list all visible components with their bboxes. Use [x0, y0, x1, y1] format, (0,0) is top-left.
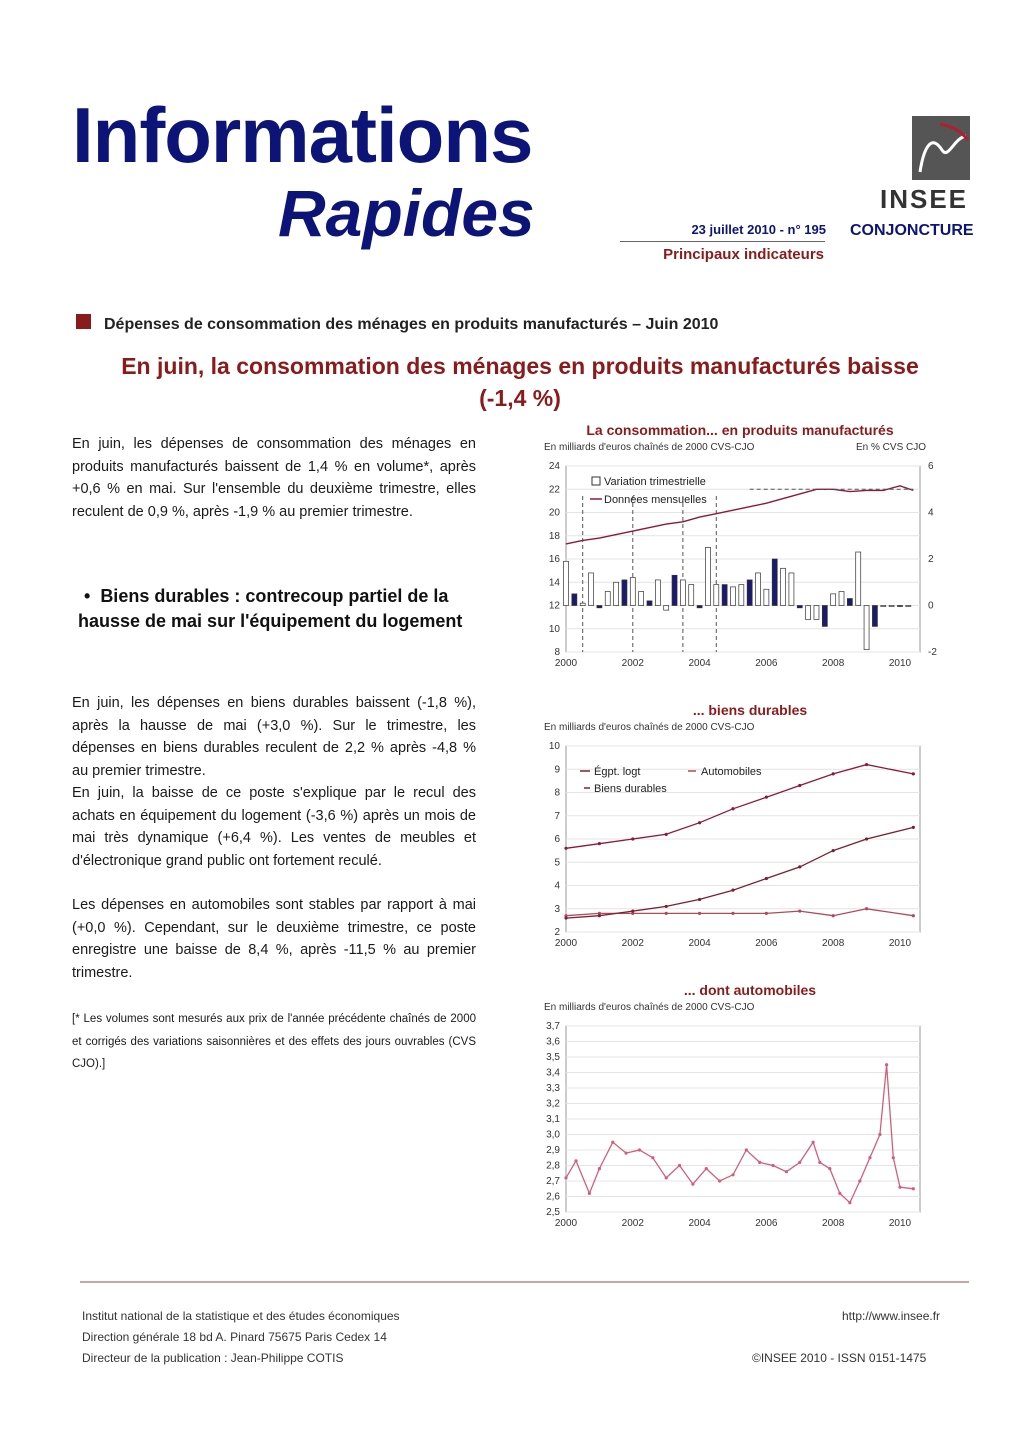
- chart1-bar: [722, 585, 727, 606]
- chart3-series-line-point: [574, 1159, 577, 1162]
- chart3-series-line-point: [785, 1170, 788, 1173]
- chart1-ytick-label: 16: [548, 554, 560, 565]
- chart3-ytick-label: 2,9: [546, 1145, 560, 1156]
- section-heading: [78, 584, 478, 634]
- chart3-series-line-point: [611, 1141, 614, 1144]
- chart1-bar: [680, 580, 685, 606]
- chart1-bar: [597, 606, 602, 608]
- chart2-legend-label: Égpt. logt: [594, 766, 641, 778]
- chart1-bar: [730, 587, 735, 606]
- chart3-ytick-label: 3,1: [546, 1114, 560, 1125]
- chart3-series-line-point: [912, 1187, 915, 1190]
- chart3-series-line-point: [828, 1167, 831, 1170]
- chart1-bar: [906, 606, 911, 607]
- chart2-ytick-label: 9: [554, 764, 560, 776]
- chart3-series-line-point: [818, 1161, 821, 1164]
- chart2-ytick-label: 10: [548, 741, 560, 752]
- chart3-series-line-point: [665, 1176, 668, 1179]
- chart1-bar: [739, 585, 744, 606]
- issue-dateline: 23 juillet 2010 - n° 195: [691, 222, 826, 237]
- chart1-bar: [797, 606, 802, 608]
- body-paragraph-3: Les dépenses en automobiles sont stables par rapport à mai (+0,0 %). Cependant, sur le deuxième trimestre, ce poste enregistre une baisse de 8,4 %, après -11,5 % au premier trimestre.: [72, 897, 476, 981]
- chart3-xtick-label: 2004: [688, 1218, 711, 1229]
- chart1-bar: [689, 585, 694, 606]
- kicker-square-icon: [76, 314, 91, 329]
- chart2-legend-label: Biens durables: [594, 783, 667, 795]
- chart3-series-line-point: [651, 1156, 654, 1159]
- chart1-bar: [605, 592, 610, 606]
- article-headline: En juin, la consommation des ménages en produits manufacturés baisse (-1,4 %): [121, 353, 919, 411]
- chart3-series-line-point: [588, 1192, 591, 1195]
- chart3-ytick-label: 3,6: [546, 1036, 560, 1048]
- chart1-plot: [530, 456, 950, 678]
- chart2-series-line-point: [912, 772, 915, 775]
- chart1-xtick-label: 2004: [688, 658, 711, 669]
- chart1-xtick-label: 2006: [755, 658, 778, 669]
- chart1-bar: [589, 573, 594, 606]
- chart3-ytick-label: 3,4: [546, 1067, 560, 1079]
- chart2-xtick-label: 2002: [621, 938, 644, 949]
- chart1-xtick-label: 2008: [822, 658, 845, 669]
- chart1-bar: [856, 552, 861, 605]
- masthead-title-line1: Informations: [72, 91, 533, 179]
- chart2-series-line-point: [598, 914, 601, 917]
- chart1-bar: [756, 573, 761, 606]
- chart2-series-line-point: [665, 833, 668, 836]
- chart2-series-line-point: [564, 916, 567, 919]
- chart2-series-line-point: [698, 912, 701, 915]
- chart1-bar: [847, 599, 852, 606]
- chart3-series-line-point: [838, 1192, 841, 1195]
- chart3-series-line-point: [638, 1148, 641, 1151]
- chart1-bar: [580, 603, 585, 605]
- chart2-ylabel: En milliards d'euros chaînés de 2000 CVS-CJO: [544, 722, 755, 733]
- chart3-series-line-point: [564, 1176, 567, 1179]
- chart2-series-line-point: [865, 837, 868, 840]
- chart3-series-line-point: [731, 1173, 734, 1176]
- chart2-series-line-point: [598, 842, 601, 845]
- chart1-bar: [630, 578, 635, 606]
- chart3-series-line-point: [771, 1164, 774, 1167]
- chart1-bar: [639, 592, 644, 606]
- chart3-xtick-label: 2006: [755, 1218, 778, 1229]
- chart1-bar: [655, 580, 660, 606]
- chart1-bar: [822, 606, 827, 627]
- chart1-legend-label: Variation trimestrielle: [604, 476, 706, 488]
- chart1-bar: [705, 547, 710, 605]
- chart2-series-line-point: [765, 796, 768, 799]
- chart2-series-line-point: [731, 807, 734, 810]
- chart1-ytick-right-label: -2: [928, 647, 937, 658]
- chart2-series-line-point: [865, 763, 868, 766]
- chart1-bar: [872, 606, 877, 627]
- chart2-series-line-point: [765, 912, 768, 915]
- chart3-xtick-label: 2000: [554, 1218, 578, 1229]
- chart2-series-line-point: [564, 847, 567, 850]
- footer-copyright: ©INSEE 2010 - ISSN 0151-1475: [752, 1351, 927, 1365]
- chart2-series-line-point: [832, 914, 835, 917]
- body-paragraph-1: En juin, les dépenses en biens durables baissent (-1,8 %), après la hausse de mai (+3,0 %). Sur le trimestre, les dépenses en biens durables reculent de 2,2 % après -4,8 % au premier trimestre.: [72, 695, 476, 779]
- chart1-ytick-right-label: 4: [928, 507, 934, 519]
- chart1-bar: [564, 561, 569, 605]
- footer-line-3: Directeur de la publication : Jean-Philippe COTIS: [82, 1351, 344, 1365]
- chart2-ytick-label: 2: [554, 927, 560, 938]
- chart1-ytick-label: 14: [548, 577, 560, 589]
- chart1-ytick-label: 24: [548, 461, 560, 472]
- chart3-series-line-point: [798, 1161, 801, 1164]
- chart1-bar: [672, 575, 677, 605]
- chart2-series-line-point: [832, 772, 835, 775]
- footnote: [* Les volumes sont mesurés aux prix de l'année précédente chaînés de 2000 et corrigés des variations saisonnières et des effets des jours ouvrables (CVS CJO).]: [72, 1013, 476, 1070]
- chart3-series-line-point: [625, 1152, 628, 1155]
- chart2-legend-label: Automobiles: [701, 766, 762, 778]
- chart2-series-line-point: [798, 784, 801, 787]
- chart1-title: La consommation... en produits manufacturés: [586, 422, 894, 438]
- chart2-ytick-label: 8: [554, 787, 560, 799]
- chart2-series-line-point: [865, 907, 868, 910]
- chart1-xtick-label: 2002: [621, 658, 644, 669]
- chart2-xtick-label: 2010: [888, 938, 912, 949]
- chart2-ytick-label: 3: [554, 903, 560, 915]
- footer-url-link[interactable]: http://www.insee.fr: [842, 1309, 941, 1323]
- chart3-title: ... dont automobiles: [683, 982, 817, 998]
- chart2-ytick-label: 5: [554, 857, 560, 869]
- chart1-legend-label: Données mensuelles: [604, 494, 707, 506]
- chart2-series-line-point: [731, 912, 734, 915]
- chart3-series-line-point: [745, 1148, 748, 1151]
- chart2-series-line-point: [731, 889, 734, 892]
- chart1-bar: [814, 606, 819, 620]
- chart3-ytick-label: 2,7: [546, 1176, 560, 1187]
- chart3-series-line-point: [678, 1164, 681, 1167]
- chart1-bar: [764, 589, 769, 605]
- chart1-bar: [664, 606, 669, 611]
- chart3-ytick-label: 3,7: [546, 1021, 560, 1032]
- chart3-ytick-label: 2,5: [546, 1207, 560, 1218]
- chart3-series-line-point: [705, 1167, 708, 1170]
- chart3-series-line-point: [848, 1201, 851, 1204]
- chart1-bar: [864, 606, 869, 650]
- chart3-ytick-label: 2,8: [546, 1160, 560, 1172]
- chart2-series-line-point: [698, 898, 701, 901]
- chart1-ytick-label: 22: [548, 484, 560, 496]
- chart1-xtick-label: 2010: [888, 658, 912, 669]
- footer-line-1: Institut national de la statistique et des études économiques: [82, 1309, 400, 1323]
- footer-line-2: Direction générale 18 bd A. Pinard 75675 Paris Cedex 14: [82, 1330, 387, 1344]
- chart3-series-line-point: [858, 1179, 861, 1182]
- chart1-bar: [714, 585, 719, 606]
- chart1-bar: [572, 594, 577, 606]
- chart1-legend-swatch-bar: [592, 477, 600, 485]
- chart3-series-line-point: [892, 1156, 895, 1159]
- chart3-series-line-point: [885, 1063, 888, 1066]
- chart2-series-line-point: [832, 849, 835, 852]
- chart3-series-line-point: [691, 1183, 694, 1186]
- chart1-bar: [806, 606, 811, 620]
- chart1-bar: [697, 606, 702, 608]
- chart2-series-line-point: [912, 914, 915, 917]
- chart2-series-line-point: [912, 826, 915, 829]
- chart1-bar: [614, 582, 619, 605]
- chart1-ytick-right-label: 6: [928, 461, 934, 472]
- insee-logo-icon: [912, 116, 972, 182]
- chart3-series-line-point: [898, 1186, 901, 1189]
- chart3-series-line-point: [718, 1179, 721, 1182]
- section-heading-text: Biens durables : contrecoup partiel de la hausse de mai sur l'équipement du logement: [78, 586, 463, 631]
- chart3-xtick-label: 2008: [822, 1218, 845, 1229]
- chart1-ytick-label: 20: [548, 507, 560, 519]
- chart1-bar: [622, 580, 627, 606]
- insee-conjoncture: CONJONCTURE: [850, 222, 974, 239]
- chart3-series-line-point: [868, 1156, 871, 1159]
- chart2-xtick-label: 2004: [688, 938, 711, 949]
- chart3-series-line-point: [878, 1133, 881, 1136]
- chart3-xtick-label: 2010: [888, 1218, 912, 1229]
- chart1-bar: [831, 594, 836, 606]
- chart1-ytick-label: 12: [548, 600, 560, 612]
- chart3-series-line-point: [598, 1167, 601, 1170]
- chart3-ytick-label: 3,0: [546, 1129, 560, 1141]
- chart1-bar: [781, 568, 786, 605]
- chart1-bar: [772, 559, 777, 606]
- chart3-ytick-label: 2,6: [546, 1191, 560, 1203]
- chart2-series-line-point: [631, 909, 634, 912]
- chart2-plot: [530, 736, 950, 958]
- chart1-bar: [881, 606, 886, 607]
- chart1-ytick-label: 18: [548, 530, 560, 542]
- article-kicker: Dépenses de consommation des ménages en produits manufacturés – Juin 2010: [104, 316, 719, 333]
- chart3-ytick-label: 3,2: [546, 1098, 560, 1110]
- chart2-series-line-point: [665, 905, 668, 908]
- chart2-xtick-label: 2006: [755, 938, 778, 949]
- chart1-ylabel-left: En milliards d'euros chaînés de 2000 CVS-CJO: [544, 442, 755, 453]
- chart1-ytick-label: 10: [548, 623, 560, 635]
- chart2-series-line-point: [798, 909, 801, 912]
- chart1-bar: [889, 606, 894, 607]
- chart1-bar: [897, 606, 902, 607]
- chart2-title: ... biens durables: [692, 702, 808, 718]
- chart3-ytick-label: 3,5: [546, 1052, 560, 1063]
- chart1-ytick-label: 8: [554, 647, 560, 658]
- chart2-ytick-label: 4: [554, 880, 560, 892]
- chart2-xtick-label: 2008: [822, 938, 845, 949]
- chart1-ytick-right-label: 0: [928, 600, 934, 612]
- chart1-bar: [647, 601, 652, 606]
- chart2-series-line-point: [665, 912, 668, 915]
- chart1-ylabel-right: En % CVS CJO: [856, 442, 927, 453]
- bullet-icon: •: [84, 586, 91, 606]
- masthead-title-line2: Rapides: [278, 176, 535, 250]
- chart1-bar: [747, 580, 752, 606]
- body-paragraph-2: En juin, la baisse de ce poste s'explique par le recul des achats en équipement du logement (-3,6 %) après un mois de mai très dynamique (+6,4 %). Les ventes de meubles et d'électronique grand public ont fortement reculé.: [72, 785, 476, 869]
- chart2-ytick-label: 7: [554, 810, 560, 822]
- chart3-plot: [530, 1016, 950, 1238]
- chart2-series-line-point: [698, 821, 701, 824]
- chart3-ylabel: En milliards d'euros chaînés de 2000 CVS-CJO: [544, 1002, 755, 1013]
- chart3-xtick-label: 2002: [621, 1218, 644, 1229]
- chart2-ytick-label: 6: [554, 834, 560, 845]
- chart3-series-line-point: [812, 1141, 815, 1144]
- chart1-xtick-label: 2000: [554, 658, 578, 669]
- chart3-ytick-label: 3,3: [546, 1083, 560, 1094]
- chart2-xtick-label: 2000: [554, 938, 578, 949]
- chart1-bar: [789, 573, 794, 606]
- chart1-bar: [839, 592, 844, 606]
- chart2-series-line-point: [765, 877, 768, 880]
- chart2-series-line-point: [631, 837, 634, 840]
- chart2-series-line-point: [798, 865, 801, 868]
- chart1-ytick-right-label: 2: [928, 554, 934, 565]
- chart3-series-line-point: [758, 1161, 761, 1164]
- footer-rule: [80, 1281, 969, 1283]
- intro-paragraph: En juin, les dépenses de consommation des ménages en produits manufacturés baissent de 1,4 % en volume*, après +0,6 % en mai. Sur l'ensemble du deuxième trimestre, elles reculent de 0,9 %, après -1,9 % au premier trimestre.: [72, 436, 476, 520]
- masthead-rule: [620, 241, 825, 242]
- issue-subtitle: Principaux indicateurs: [663, 246, 824, 263]
- insee-wordmark: INSEE: [880, 184, 969, 214]
